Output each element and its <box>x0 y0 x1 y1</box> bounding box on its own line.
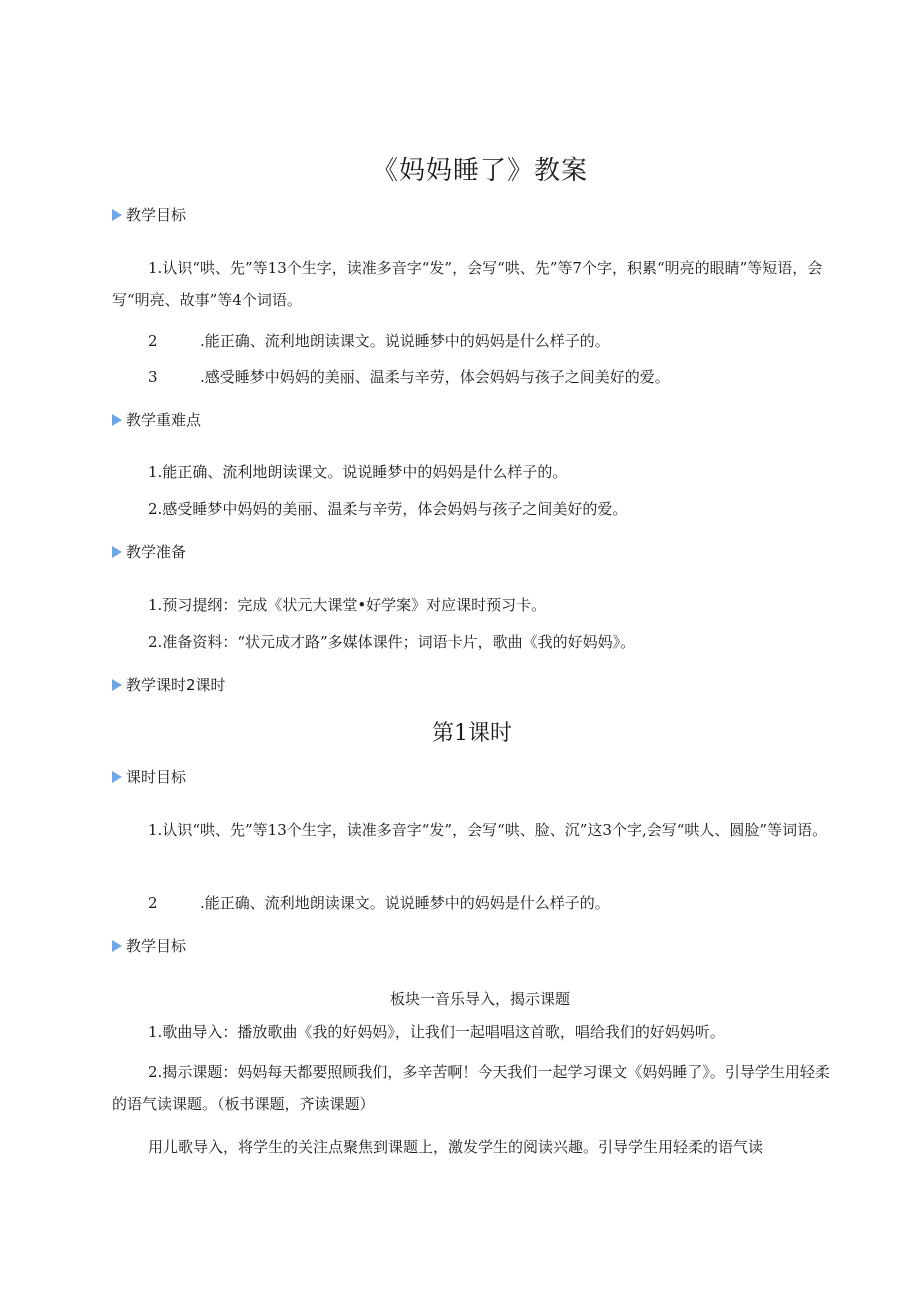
triangle-bullet-icon <box>112 771 122 783</box>
key-item-2: 2.感受睡梦中妈妈的美丽、温柔与辛劳，体会妈妈与孩子之间美好的爱。 <box>148 500 628 518</box>
section-heading-prep: 教学准备 <box>112 541 186 562</box>
triangle-bullet-icon <box>112 546 122 558</box>
triangle-bullet-icon <box>112 679 122 691</box>
section-heading-lesson-goals: 课时目标 <box>112 766 186 787</box>
triangle-bullet-icon <box>112 940 122 952</box>
section-heading-key: 教学重难点 <box>112 409 201 430</box>
step-item-1: 1.歌曲导入：播放歌曲《我的好妈妈》，让我们一起唱唱这首歌，唱给我们的好妈妈听。 <box>148 1023 725 1041</box>
section-heading-goals: 教学目标 <box>112 204 186 225</box>
goal-item-2: 2 .能正确、流利地朗读课文。说说睡梦中的妈妈是什么样子的。 <box>148 332 610 350</box>
key-item-1: 1.能正确、流利地朗读课文。说说睡梦中的妈妈是什么样子的。 <box>148 463 568 481</box>
closing-paragraph: 用儿歌导入，将学生的关注点聚焦到课题上，激发学生的阅读兴趣。引导学生用轻柔的语气读 <box>148 1138 764 1156</box>
section-heading-teaching: 教学目标 <box>112 935 186 956</box>
goal-item-3: 3 .感受睡梦中妈妈的美丽、温柔与辛劳，体会妈妈与孩子之间美好的爱。 <box>148 368 670 386</box>
lesson-1-title: 第1课时 <box>432 721 512 746</box>
step-item-2: 2.揭示课题：妈妈每天都要照顾我们，多辛苦啊！今天我们一起学习课文《妈妈睡了》。引导学生用轻柔的语气读课题。（板书课题，齐读课题） <box>112 1063 830 1113</box>
lesson-goal-item-1: 1.认识“哄、先”等13个生字，读准多音字“发”，会写“哄、脸、沉”这3个字,会写“哄人、圆脸”等词语。 <box>148 821 828 839</box>
prep-item-1: 1.预习提纲：完成《状元大课堂•好学案》对应课时预习卡。 <box>148 596 547 614</box>
triangle-bullet-icon <box>112 209 122 221</box>
lesson-goal-item-2: 2 .能正确、流利地朗读课文。说说睡梦中的妈妈是什么样子的。 <box>148 894 610 912</box>
block-title: 板块一音乐导入，揭示课题 <box>389 990 570 1008</box>
goal-item-1: 1.认识“哄、先”等13个生字，读准多音字“发”，会写“哄、先”等7个字，积累“明亮的眼睛”等短语，会写“明亮、故事”等4个词语。 <box>112 259 823 309</box>
prep-item-2: 2.准备资料：“状元成才路”多媒体课件；词语卡片，歌曲《我的好妈妈》。 <box>148 633 636 651</box>
section-heading-hours: 教学课时2课时 <box>112 674 226 695</box>
document-title: 《妈妈睡了》教案 <box>371 156 588 186</box>
triangle-bullet-icon <box>112 414 122 426</box>
